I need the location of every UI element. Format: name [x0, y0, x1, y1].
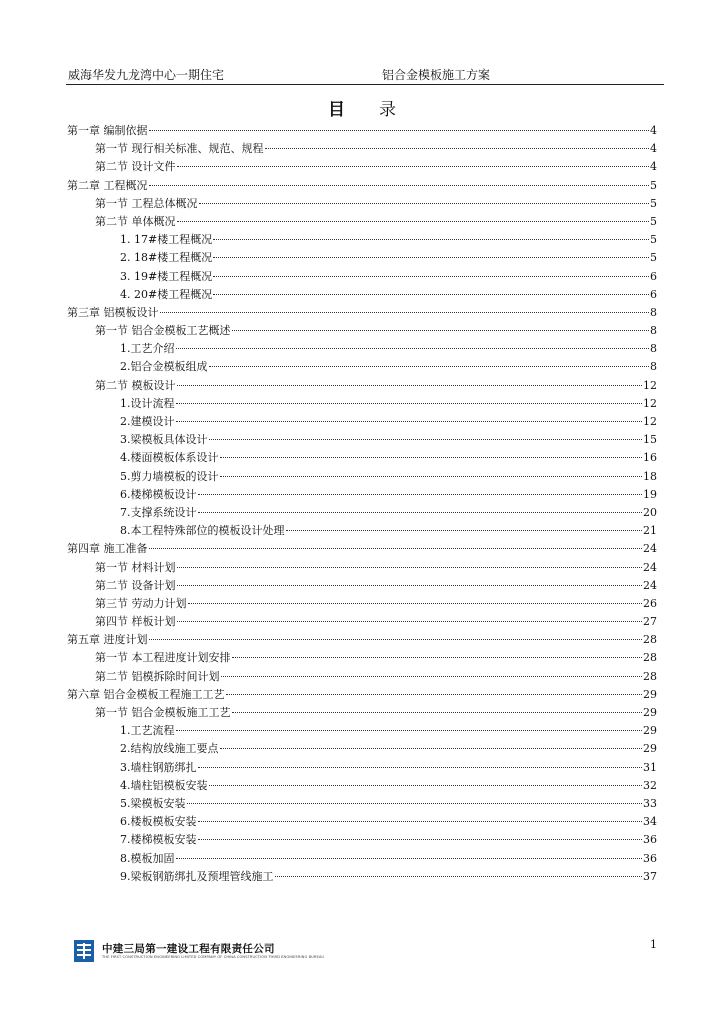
- toc-entry-page: 4: [650, 160, 657, 174]
- toc-entry-label: 2.铝合金模板组成: [120, 360, 208, 374]
- toc-entry-page: 5: [650, 178, 657, 192]
- toc-entry[interactable]: [67, 358, 657, 376]
- toc-entry-label: 4. 20#楼工程概况: [120, 287, 213, 301]
- toc-leader-dots: [198, 767, 643, 768]
- toc-entry[interactable]: [67, 486, 657, 504]
- toc-entry-label: 9.梁板钢筋绑扎及预埋管线施工: [120, 869, 274, 883]
- toc-entry-label: 4.墙柱铝模板安装: [120, 778, 208, 792]
- toc-entry-page: 36: [643, 833, 657, 847]
- toc-entry[interactable]: [67, 158, 657, 176]
- toc-entry-page: 29: [643, 706, 657, 719]
- toc-leader-dots: [187, 803, 643, 804]
- page-header: [66, 66, 664, 85]
- toc-entry-page: 12: [643, 396, 657, 410]
- toc-leader-dots: [149, 185, 650, 186]
- toc-leader-dots: [177, 621, 643, 622]
- toc-entry-page: 6: [650, 269, 657, 283]
- toc-entry-page: 4: [650, 142, 657, 156]
- toc-entry[interactable]: [67, 577, 657, 595]
- toc-entry-label: 8.本工程特殊部位的模板设计处理: [120, 524, 285, 538]
- toc-entry-label: 第一节 本工程进度计划安排: [95, 651, 231, 665]
- toc-leader-dots: [177, 585, 643, 586]
- toc-entry[interactable]: [67, 850, 657, 868]
- toc-entry-page: 32: [643, 778, 657, 792]
- toc-entry[interactable]: [67, 395, 657, 413]
- toc-entry-page: 27: [643, 615, 657, 629]
- toc-leader-dots: [198, 494, 643, 495]
- toc-entry-page: 8: [650, 342, 657, 356]
- toc-entry[interactable]: [67, 504, 657, 522]
- toc-entry-label: 2. 18#楼工程概况: [120, 251, 213, 265]
- toc-entry[interactable]: [67, 304, 657, 322]
- toc-entry-label: 第二节 单体概况: [95, 214, 176, 228]
- toc-entry-page: 37: [643, 869, 657, 883]
- toc-leader-dots: [213, 294, 649, 295]
- toc-entry[interactable]: [67, 468, 657, 486]
- toc-entry-label: 1.设计流程: [120, 396, 175, 410]
- toc-entry[interactable]: [67, 704, 657, 722]
- toc-leader-dots: [177, 221, 650, 222]
- toc-entry-label: 4.楼面模板体系设计: [120, 451, 219, 465]
- toc-entry-label: 3.梁模板具体设计: [120, 433, 208, 447]
- toc-entry-page: 5: [650, 251, 657, 265]
- toc-entry[interactable]: [67, 449, 657, 467]
- toc-title-part1: 目: [328, 100, 345, 120]
- toc-entry-page: 36: [643, 851, 657, 865]
- header-document-title: 铝合金模板施工方案: [382, 68, 491, 82]
- toc-entry-page: 5: [650, 233, 657, 247]
- toc-entry-label: 5.梁模板安装: [120, 796, 186, 810]
- toc-entry-label: 2.建模设计: [120, 415, 175, 428]
- toc-entry-label: 1.工艺流程: [120, 724, 175, 738]
- toc-entry-label: 第二节 铝模拆除时间计划: [95, 669, 220, 683]
- toc-entry-label: 第二节 设备计划: [95, 578, 176, 592]
- toc-entry[interactable]: [67, 649, 657, 667]
- toc-leader-dots: [221, 676, 643, 677]
- toc-entry[interactable]: [67, 249, 657, 267]
- toc-leader-dots: [265, 148, 650, 149]
- toc-entry-label: 第一章 编制依据: [67, 124, 148, 137]
- toc-entry-label: 第一节 现行相关标准、规范、规程: [95, 142, 264, 156]
- toc-entry[interactable]: [67, 668, 657, 686]
- toc-leader-dots: [209, 785, 643, 786]
- toc-entry-page: 19: [643, 487, 657, 501]
- toc-entry[interactable]: [67, 231, 657, 249]
- toc-leader-dots: [177, 567, 643, 568]
- toc-leader-dots: [149, 548, 643, 549]
- toc-entry-page: 8: [650, 360, 657, 374]
- toc-entry[interactable]: [67, 540, 657, 558]
- toc-entry-label: 1.工艺介绍: [120, 342, 175, 356]
- toc-entry[interactable]: [67, 213, 657, 231]
- toc-leader-dots: [213, 276, 649, 277]
- toc-entry-label: 6.楼梯模板设计: [120, 487, 197, 501]
- toc-entry-label: 7.支撑系统设计: [120, 505, 197, 519]
- toc-leader-dots: [176, 348, 650, 349]
- toc-entry[interactable]: [67, 413, 657, 431]
- toc-entry[interactable]: [67, 777, 657, 795]
- toc-entry-label: 第一节 铝合金模板施工工艺: [95, 706, 231, 719]
- toc-leader-dots: [177, 385, 643, 386]
- toc-entry-label: 1. 17#楼工程概况: [120, 233, 213, 247]
- toc-entry[interactable]: [67, 759, 657, 777]
- toc-entry-page: 26: [643, 596, 657, 610]
- toc-entry-label: 第四章 施工准备: [67, 542, 148, 556]
- toc-entry-label: 第二章 工程概况: [67, 178, 148, 192]
- toc-leader-dots: [220, 748, 643, 749]
- toc-entry[interactable]: [67, 631, 657, 649]
- toc-entry-label: 第三章 铝模板设计: [67, 305, 159, 319]
- toc-entry-page: 29: [643, 724, 657, 738]
- toc-leader-dots: [198, 839, 643, 840]
- toc-entry[interactable]: [67, 740, 657, 758]
- toc-entry-label: 第六章 铝合金模板工程施工工艺: [67, 687, 225, 701]
- toc-leader-dots: [232, 657, 643, 658]
- toc-title-part2: 录: [379, 100, 396, 120]
- company-logo-icon: [74, 940, 94, 962]
- toc-leader-dots: [213, 239, 649, 240]
- toc-entry-label: 3.墙柱钢筋绑扎: [120, 760, 197, 774]
- header-project-name: 威海华发九龙湾中心一期住宅: [68, 68, 225, 82]
- toc-entry-page: 4: [650, 124, 657, 137]
- toc-entry[interactable]: [67, 122, 657, 140]
- toc-entry-page: 15: [643, 433, 657, 447]
- toc-leader-dots: [275, 876, 643, 877]
- toc-entry[interactable]: [67, 595, 657, 613]
- toc-leader-dots: [286, 530, 643, 531]
- toc-entry-page: 24: [643, 578, 657, 592]
- toc-entry-page: 12: [643, 378, 657, 392]
- toc-entry[interactable]: [67, 140, 657, 158]
- toc-entry[interactable]: [67, 268, 657, 286]
- toc-leader-dots: [188, 603, 643, 604]
- toc-entry[interactable]: [67, 722, 657, 740]
- toc-entry-page: 12: [643, 415, 657, 428]
- toc-entry-label: 第一节 材料计划: [95, 560, 176, 574]
- toc-entry-label: 第二节 设计文件: [95, 160, 176, 174]
- toc-entry-label: 5.剪力墙模板的设计: [120, 469, 219, 483]
- toc-entry-label: 3. 19#楼工程概况: [120, 269, 213, 283]
- toc-leader-dots: [160, 312, 650, 313]
- toc-entry-page: 8: [650, 305, 657, 319]
- toc-leader-dots: [176, 403, 643, 404]
- toc-leader-dots: [213, 257, 649, 258]
- toc-entry-label: 2.结构放线施工要点: [120, 742, 219, 756]
- toc-entry[interactable]: [67, 559, 657, 577]
- toc-entry-page: 34: [643, 815, 657, 829]
- toc-leader-dots: [226, 694, 643, 695]
- toc-entry-page: 24: [643, 560, 657, 574]
- toc-entry[interactable]: [67, 831, 657, 849]
- toc-leader-dots: [177, 166, 650, 167]
- toc-entry-page: 29: [643, 687, 657, 701]
- toc-entry-label: 第三节 劳动力计划: [95, 596, 187, 610]
- toc-leader-dots: [220, 476, 643, 477]
- toc-leader-dots: [176, 730, 643, 731]
- toc-entry-page: 20: [643, 505, 657, 519]
- toc-entry-label: 第一节 工程总体概况: [95, 196, 198, 210]
- toc-leader-dots: [209, 366, 650, 367]
- toc-entry[interactable]: [67, 613, 657, 631]
- toc-entry[interactable]: [67, 286, 657, 304]
- toc-entry-label: 第五章 进度计划: [67, 633, 148, 647]
- toc-title: [0, 95, 724, 120]
- toc-entry[interactable]: [67, 795, 657, 813]
- toc-entry[interactable]: [67, 340, 657, 358]
- toc-entry-page: 28: [643, 651, 657, 665]
- toc-entry[interactable]: [67, 322, 657, 340]
- toc-entry-page: 21: [643, 524, 657, 538]
- toc-entry[interactable]: [67, 377, 657, 395]
- toc-entry-page: 33: [643, 796, 657, 810]
- toc-entry-label: 6.楼板模板安装: [120, 815, 197, 829]
- toc-entry-page: 16: [643, 451, 657, 465]
- toc-leader-dots: [176, 858, 643, 859]
- toc-entry[interactable]: [67, 868, 657, 886]
- toc-entry-page: 31: [643, 760, 657, 774]
- toc-entry-page: 5: [650, 196, 657, 210]
- toc-entry-page: 5: [650, 214, 657, 228]
- toc-entry[interactable]: [67, 813, 657, 831]
- toc-leader-dots: [232, 330, 650, 331]
- toc-entry[interactable]: [67, 686, 657, 704]
- toc-entry[interactable]: [67, 431, 657, 449]
- toc-leader-dots: [220, 457, 643, 458]
- toc-entry-label: 第一节 铝合金模板工艺概述: [95, 324, 231, 338]
- toc-entry-page: 28: [643, 669, 657, 683]
- toc-leader-dots: [232, 712, 643, 713]
- toc-entry-page: 29: [643, 742, 657, 756]
- toc-entry-page: 28: [643, 633, 657, 647]
- toc-leader-dots: [149, 130, 650, 131]
- toc-leader-dots: [198, 512, 643, 513]
- footer-company-name: 中建三局第一建设工程有限责任公司: [102, 943, 275, 955]
- toc-leader-dots: [149, 639, 643, 640]
- toc-entry-page: 24: [643, 542, 657, 556]
- toc-leader-dots: [198, 821, 643, 822]
- toc-entry-label: 7.楼梯模板安装: [120, 833, 197, 847]
- table-of-contents: [67, 122, 657, 886]
- toc-leader-dots: [209, 439, 643, 440]
- toc-leader-dots: [199, 203, 650, 204]
- toc-entry-page: 6: [650, 287, 657, 301]
- toc-entry-page: 18: [643, 469, 657, 483]
- toc-entry-page: 8: [650, 324, 657, 338]
- page-number: 1: [650, 938, 657, 951]
- toc-entry-label: 第二节 模板设计: [95, 378, 176, 392]
- toc-entry[interactable]: [67, 522, 657, 540]
- toc-entry-label: 第四节 样板计划: [95, 615, 176, 629]
- toc-entry-label: 8.模板加固: [120, 851, 175, 865]
- footer-company-english: THE FIRST CONSTRUCTION ENGINEERING LIMITED COMPANY OF CHINA CONSTRUCTION THIRD ENGINEERING BUREAU: [102, 955, 325, 959]
- toc-leader-dots: [176, 421, 643, 422]
- toc-entry[interactable]: [67, 195, 657, 213]
- toc-entry[interactable]: [67, 177, 657, 195]
